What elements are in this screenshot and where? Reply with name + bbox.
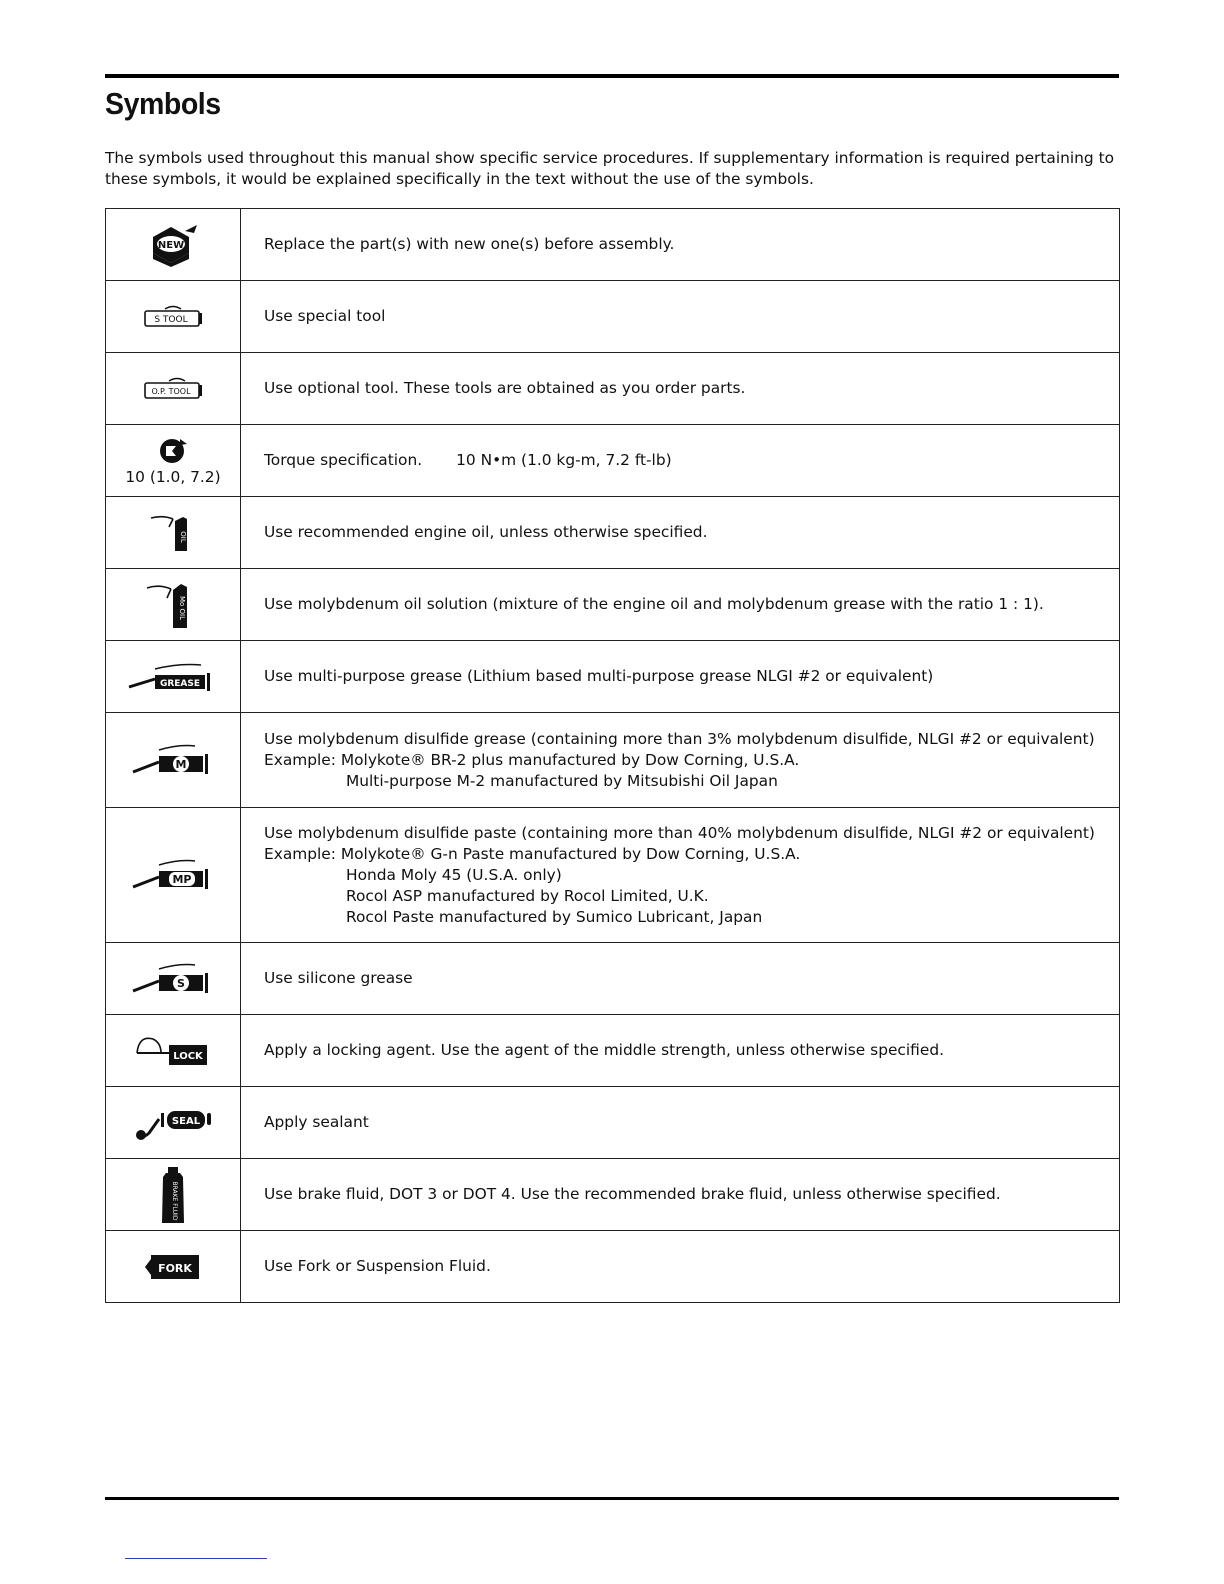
table-row xyxy=(106,641,1120,713)
svg-text:NEW: NEW xyxy=(157,239,185,251)
description: Use Fork or Suspension Fluid. xyxy=(241,1231,1120,1303)
symbols-table xyxy=(105,208,1120,1303)
grease-gun-icon xyxy=(127,661,219,693)
table-row xyxy=(106,569,1120,641)
svg-text:M: M xyxy=(175,758,187,771)
special-tool-icon xyxy=(143,305,203,329)
moly-paste-icon xyxy=(131,857,215,893)
svg-text:O.P. TOOL: O.P. TOOL xyxy=(151,386,191,396)
svg-text:Mo OIL: Mo OIL xyxy=(178,595,186,620)
table-row xyxy=(106,808,1120,943)
example-line: Example: Molykote® BR-2 plus manufactured by Dow Corning, U.S.A. xyxy=(264,750,800,769)
table-row xyxy=(106,1231,1120,1303)
footer-rule xyxy=(105,1497,1119,1500)
example-line: Multi-purpose M-2 manufactured by Mitsubishi Oil Japan xyxy=(346,771,778,790)
description: Use special tool xyxy=(241,281,1120,353)
example-line: Example: Molykote® G-n Paste manufactured by Dow Corning, U.S.A. xyxy=(264,844,801,863)
intro-paragraph: The symbols used throughout this manual show specific service procedures. If supplementary information is required pertaining to these symbols, it would be explained specifically in the text without the use of the symbols. xyxy=(105,149,1115,188)
table-row xyxy=(106,943,1120,1015)
description: Use brake fluid, DOT 3 or DOT 4. Use the recommended brake fluid, unless otherwise specified. xyxy=(241,1159,1120,1231)
svg-text:LOCK: LOCK xyxy=(173,1050,203,1062)
description-line: Use molybdenum disulfide grease (containing more than 3% molybdenum disulfide, NLGI #2 or equivalent) xyxy=(264,729,1095,748)
table-row xyxy=(106,497,1120,569)
footer-link-underline xyxy=(125,1558,267,1559)
svg-text:FORK: FORK xyxy=(158,1261,192,1275)
description: Apply sealant xyxy=(241,1087,1120,1159)
icon-cell xyxy=(106,425,241,497)
header-rule xyxy=(105,74,1119,78)
table-row xyxy=(106,1015,1120,1087)
icon-cell xyxy=(106,1087,241,1159)
svg-text:S: S xyxy=(177,976,185,990)
table-row xyxy=(106,425,1120,497)
torque-value: 10 (1.0, 7.2) xyxy=(125,467,221,486)
torque-label: Torque specification. xyxy=(264,451,423,469)
description: Use silicone grease xyxy=(241,943,1120,1015)
table-row xyxy=(106,281,1120,353)
example-line: Honda Moly 45 (U.S.A. only) xyxy=(346,865,562,884)
page-title: Symbols xyxy=(105,86,221,121)
table-row xyxy=(106,713,1120,808)
description: Apply a locking agent. Use the agent of the middle strength, unless otherwise specified. xyxy=(241,1015,1120,1087)
torque-wrench-icon xyxy=(158,436,188,466)
table-row xyxy=(106,353,1120,425)
locking-agent-icon xyxy=(133,1033,213,1069)
svg-text:GREASE: GREASE xyxy=(159,678,201,689)
svg-text:MP: MP xyxy=(172,873,192,886)
icon-cell xyxy=(106,641,241,713)
icon-cell xyxy=(106,943,241,1015)
icon-cell xyxy=(106,1231,241,1303)
description xyxy=(241,425,1120,497)
description xyxy=(241,808,1120,943)
fork-fluid-icon xyxy=(143,1253,203,1281)
table-row xyxy=(106,1087,1120,1159)
silicone-grease-icon xyxy=(131,961,215,997)
icon-cell xyxy=(106,1015,241,1087)
svg-text:OIL: OIL xyxy=(179,530,187,543)
icon-cell xyxy=(106,1159,241,1231)
icon-cell xyxy=(106,808,241,943)
icon-cell xyxy=(106,713,241,808)
moly-grease-icon xyxy=(131,742,215,778)
description xyxy=(241,713,1120,808)
new-parts-icon xyxy=(147,223,199,267)
description: Use multi-purpose grease (Lithium based multi-purpose grease NLGI #2 or equivalent) xyxy=(241,641,1120,713)
icon-cell xyxy=(106,353,241,425)
icon-cell xyxy=(106,281,241,353)
table-row xyxy=(106,209,1120,281)
icon-cell xyxy=(106,497,241,569)
sealant-icon xyxy=(133,1105,213,1141)
table-row xyxy=(106,1159,1120,1231)
icon-cell xyxy=(106,569,241,641)
moly-oil-icon xyxy=(143,580,203,630)
icon-cell xyxy=(106,209,241,281)
svg-text:SEAL: SEAL xyxy=(171,1115,201,1127)
svg-text:S TOOL: S TOOL xyxy=(154,314,188,325)
optional-tool-icon xyxy=(143,377,203,401)
description: Use recommended engine oil, unless otherwise specified. xyxy=(241,497,1120,569)
torque-spec: 10 N•m (1.0 kg-m, 7.2 ft-lb) xyxy=(456,451,672,469)
engine-oil-icon xyxy=(145,513,201,553)
description: Replace the part(s) with new one(s) before assembly. xyxy=(241,209,1120,281)
description: Use molybdenum oil solution (mixture of the engine oil and molybdenum grease with the ratio 1 : 1). xyxy=(241,569,1120,641)
description: Use optional tool. These tools are obtained as you order parts. xyxy=(241,353,1120,425)
svg-text:BRAKE FLUID: BRAKE FLUID xyxy=(171,1180,178,1221)
brake-fluid-icon xyxy=(158,1165,188,1225)
example-line: Rocol ASP manufactured by Rocol Limited, U.K. xyxy=(346,886,709,905)
example-line: Rocol Paste manufactured by Sumico Lubricant, Japan xyxy=(346,907,763,926)
description-line: Use molybdenum disulfide paste (containing more than 40% molybdenum disulfide, NLGI #2 or equivalent) xyxy=(264,823,1095,842)
